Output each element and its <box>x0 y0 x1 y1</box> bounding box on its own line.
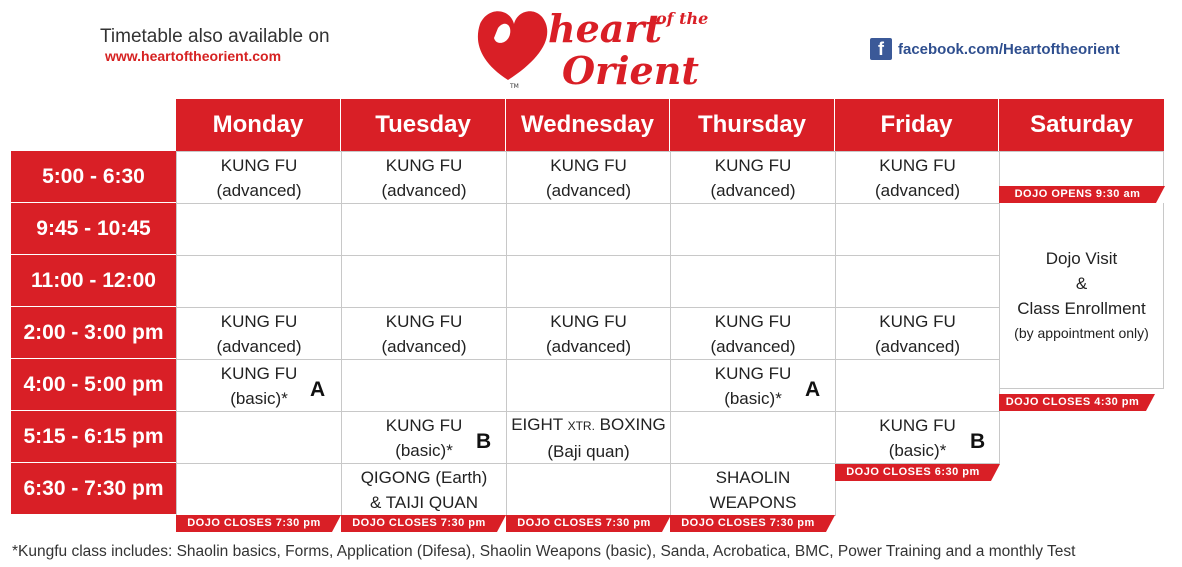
dojo-closes-banner: DOJO CLOSES 7:30 pm <box>506 515 662 532</box>
class-name: KUNG FU <box>714 311 792 331</box>
empty-cell <box>341 203 507 256</box>
class-name: KUNG FU <box>220 363 298 383</box>
class-level: (Baji quan) <box>547 441 630 461</box>
class-level: (advanced) <box>874 180 961 200</box>
group-badge-a: A <box>805 378 821 401</box>
empty-cell <box>176 411 342 464</box>
empty-cell <box>835 255 1000 308</box>
availability-text: Timetable also available on <box>100 26 330 47</box>
class-level: (advanced) <box>545 180 632 200</box>
class-name: KUNG FU <box>385 311 463 331</box>
class-name-part: BOXING <box>599 414 666 434</box>
class-name: KUNG FU <box>879 311 956 331</box>
empty-cell <box>176 255 342 308</box>
class-level: & TAIJI QUAN <box>369 492 478 512</box>
class-cell <box>176 151 342 204</box>
day-header-thursday: Thursday <box>670 99 835 151</box>
class-name-part: EIGHT <box>511 414 563 434</box>
class-name: KUNG FU <box>714 363 792 383</box>
class-name <box>511 412 666 439</box>
class-cell <box>506 307 671 360</box>
class-level: (advanced) <box>216 336 302 356</box>
empty-cell <box>835 359 1000 412</box>
class-level: (basic)* <box>724 388 782 408</box>
day-header-wednesday: Wednesday <box>506 99 670 151</box>
empty-cell <box>999 151 1164 187</box>
logo-word-heart: heart <box>548 6 662 51</box>
class-name: QIGONG (Earth) <box>360 467 488 487</box>
class-name: KUNG FU <box>879 155 956 175</box>
time-slot-2: 9:45 - 10:45 <box>11 203 176 255</box>
time-slot-3: 11:00 - 12:00 <box>11 255 176 307</box>
time-slot-6: 5:15 - 6:15 pm <box>11 411 176 463</box>
class-level: (basic)* <box>888 440 947 460</box>
facebook-link[interactable] <box>870 38 1120 60</box>
empty-cell <box>506 463 671 516</box>
class-level: (basic)* <box>395 440 453 460</box>
dojo-closes-banner: DOJO CLOSES 7:30 pm <box>176 515 332 532</box>
class-name: KUNG FU <box>385 415 463 435</box>
class-level: (advanced) <box>216 180 302 200</box>
class-name: SHAOLIN <box>715 467 791 487</box>
empty-cell <box>835 203 1000 256</box>
empty-cell <box>506 359 671 412</box>
visit-ampersand: & <box>1075 273 1088 293</box>
class-cell <box>670 463 836 516</box>
time-slot-1: 5:00 - 6:30 <box>11 151 176 203</box>
group-badge-b: B <box>970 430 986 453</box>
dojo-closes-banner: DOJO CLOSES 7:30 pm <box>670 515 826 532</box>
dojo-closes-banner: DOJO CLOSES 7:30 pm <box>341 515 497 532</box>
class-cell <box>506 151 671 204</box>
class-name: KUNG FU <box>220 311 298 331</box>
facebook-url[interactable]: facebook.com/Heartoftheorient <box>898 40 1120 58</box>
class-level: (basic)* <box>230 388 288 408</box>
group-badge-b: B <box>476 430 492 453</box>
day-header-saturday: Saturday <box>999 99 1164 151</box>
class-cell <box>341 307 507 360</box>
class-cell <box>176 307 342 360</box>
class-cell <box>835 307 1000 360</box>
time-slot-4: 2:00 - 3:00 pm <box>11 307 176 359</box>
time-slot-7: 6:30 - 7:30 pm <box>11 463 176 515</box>
class-level: (advanced) <box>874 336 961 356</box>
class-level: (advanced) <box>710 336 796 356</box>
class-level: (advanced) <box>381 336 467 356</box>
class-cell <box>670 307 836 360</box>
heart-of-the-orient-logo <box>470 2 730 90</box>
group-badge-a: A <box>310 378 326 401</box>
class-name: KUNG FU <box>550 311 627 331</box>
class-level: WEAPONS <box>709 492 797 512</box>
class-level: (advanced) <box>381 180 467 200</box>
logo-word-orient: Orient <box>562 48 699 90</box>
visit-appointment-note: (by appointment only) <box>1014 324 1149 341</box>
class-cell <box>835 151 1000 204</box>
logo-word-ofthe: of the <box>656 9 709 28</box>
footnote: *Kungfu class includes: Shaolin basics, Forms, Application (Difesa), Shaolin Weapons (basic), Sanda, Acrobatica, BMC, Power Training and a monthly Test <box>12 543 1076 560</box>
class-level: (advanced) <box>545 336 632 356</box>
class-level: (advanced) <box>710 180 796 200</box>
empty-cell <box>670 203 836 256</box>
class-cell <box>670 151 836 204</box>
empty-cell <box>176 203 342 256</box>
facebook-icon: f <box>870 38 892 60</box>
class-name: KUNG FU <box>879 415 956 435</box>
dojo-closes-banner: DOJO CLOSES 4:30 pm <box>999 394 1146 411</box>
time-slot-5: 4:00 - 5:00 pm <box>11 359 176 411</box>
class-name: KUNG FU <box>385 155 463 175</box>
visit-enrollment: Class Enrollment <box>1017 298 1146 318</box>
dojo-closes-banner: DOJO CLOSES 6:30 pm <box>835 464 991 481</box>
website-link[interactable]: www.heartoftheorient.com <box>105 48 282 64</box>
class-name-abbrev: XTR. <box>567 418 595 433</box>
empty-cell <box>670 255 836 308</box>
empty-cell <box>506 203 671 256</box>
visit-title: Dojo Visit <box>1045 248 1118 268</box>
empty-cell <box>341 359 507 412</box>
day-header-monday: Monday <box>176 99 341 151</box>
class-name: KUNG FU <box>550 155 627 175</box>
class-name: KUNG FU <box>714 155 792 175</box>
dojo-opens-banner: DOJO OPENS 9:30 am <box>999 186 1156 203</box>
class-cell <box>341 151 507 204</box>
day-header-tuesday: Tuesday <box>341 99 506 151</box>
saturday-visit-cell <box>999 203 1164 389</box>
empty-cell <box>341 255 507 308</box>
empty-cell <box>506 255 671 308</box>
class-cell <box>341 463 507 516</box>
logo-tm: TM <box>510 83 519 90</box>
day-header-friday: Friday <box>835 99 999 151</box>
empty-cell <box>670 411 836 464</box>
class-name: KUNG FU <box>220 155 298 175</box>
class-cell <box>506 411 671 464</box>
empty-cell <box>176 463 342 516</box>
